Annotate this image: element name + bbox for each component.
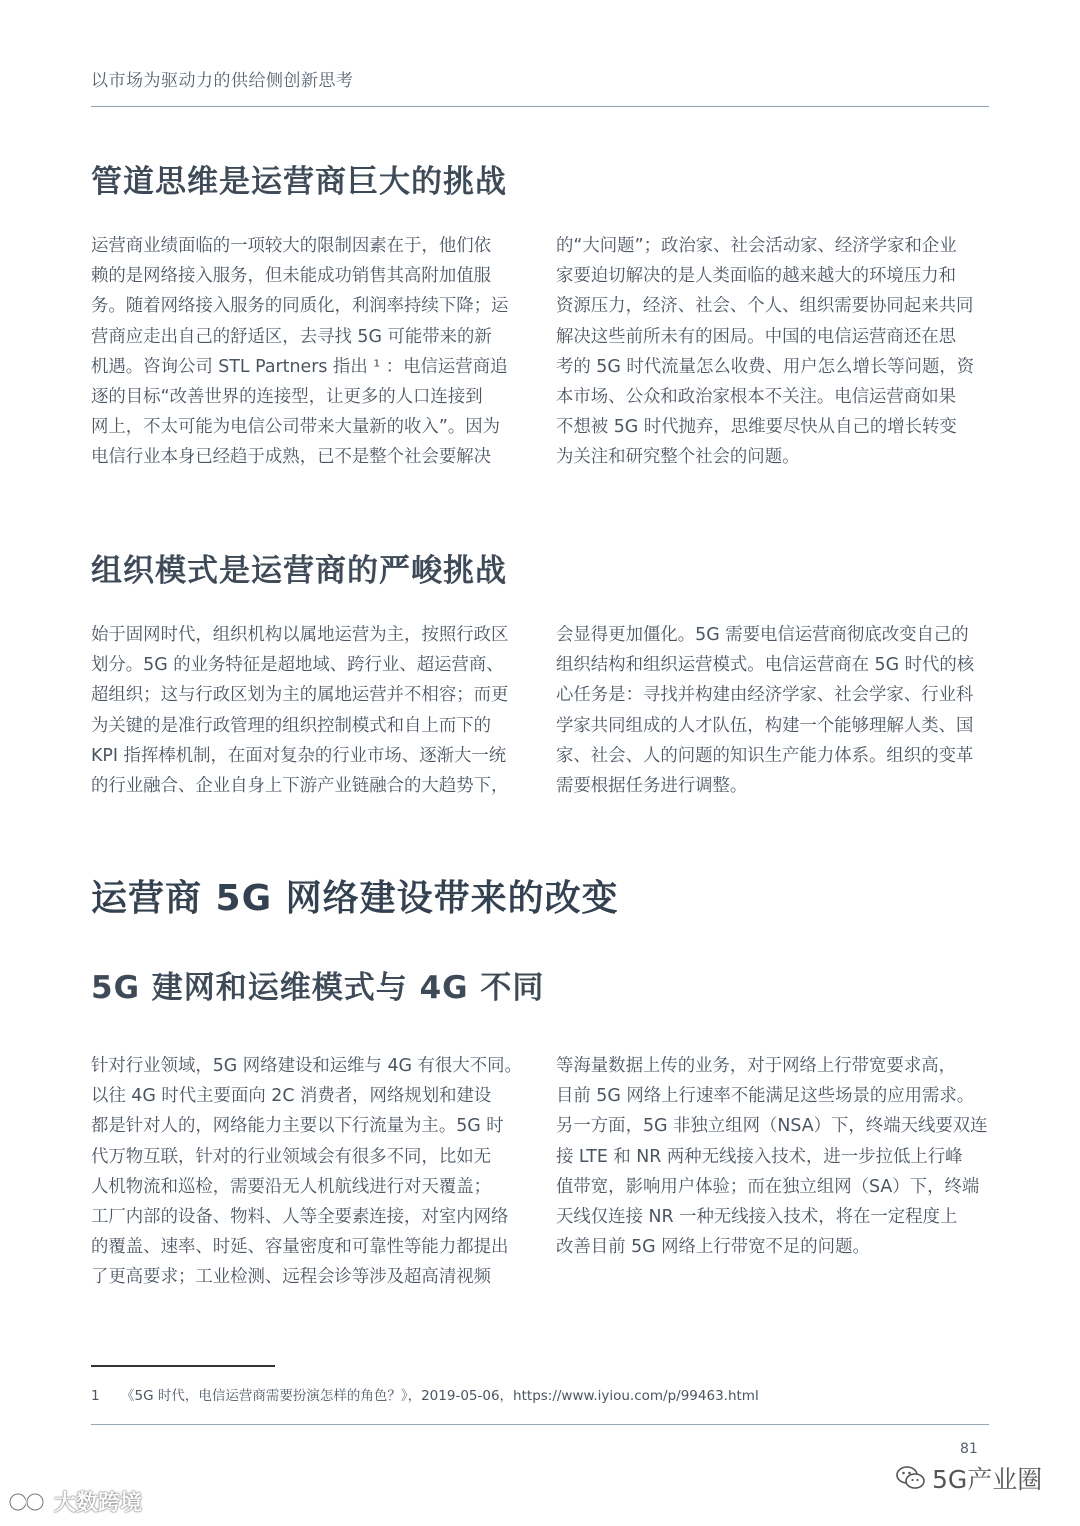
- brand-name: 5G产业圈: [932, 1465, 1043, 1494]
- paragraph-line: 家要迫切解决的是人类面临的越来越大的环境压力和: [556, 266, 956, 287]
- section3-heading: 5G 建网和运维模式与 4G 不同: [91, 970, 545, 1006]
- paragraph-line: 本市场、公众和政治家根本不关注。电信运营商如果: [556, 386, 956, 407]
- paragraph-line: 以往 4G 时代主要面向 2C 消费者，网络规划和建设: [91, 1086, 492, 1107]
- paragraph-line: 的覆盖、速率、时延、容量密度和可靠性等能力都提出: [91, 1237, 509, 1258]
- paragraph-line: 务。随着网络接入服务的同质化，利润率持续下降；运: [91, 296, 509, 317]
- bottom-rule: [91, 1424, 989, 1425]
- paragraph-line: 为关键的是准行政管理的组织控制模式和自上而下的: [91, 715, 491, 736]
- footnote-text: 《5G 时代，电信运营商需要扮演怎样的角色？》，2019-05-06，https://www.iyiou.com/p/99463.html: [121, 1388, 759, 1404]
- paragraph-line: 资源压力，经济、社会、个人、组织需要协同起来共同: [556, 296, 974, 317]
- header-rule: [91, 106, 989, 107]
- paragraph-line: 机遇。咨询公司 STL Partners 指出 ¹ ：电信运营商追: [91, 356, 508, 377]
- watermark: [8, 1486, 142, 1517]
- paragraph-line: 不想被 5G 时代抛弃，思维要尽快从自己的增长转变: [556, 417, 957, 438]
- paragraph-line: 的“大问题”；政治家、社会活动家、经济学家和企业: [556, 236, 957, 256]
- paragraph-line: 目前 5G 网络上行速率不能满足这些场景的应用需求。: [556, 1086, 975, 1107]
- paragraph-line: 针对行业领域，5G 网络建设和运维与 4G 有很大不同。: [91, 1056, 522, 1076]
- section3-right-column: [556, 1051, 994, 1262]
- section3-left-column: [91, 1051, 529, 1293]
- footnote: [91, 1384, 759, 1404]
- paragraph-line: 超组织；这与行政区划为主的属地运营并不相容；而更: [91, 685, 509, 706]
- logo-icon: [8, 1489, 50, 1515]
- paragraph-line: 值带宽，影响用户体验；而在独立组网（SA）下，终端: [556, 1176, 980, 1197]
- section1-left-column: [91, 231, 529, 473]
- paragraph-line: 了更高要求；工业检测、远程会诊等涉及超高清视频: [91, 1267, 491, 1288]
- section2-right-column: [556, 620, 994, 801]
- paragraph-line: 心任务是：寻找并构建由经济学家、社会学家、行业科: [556, 685, 974, 706]
- paragraph-line: 逐的目标“改善世界的连接型，让更多的人口连接到: [91, 386, 483, 407]
- paragraph-line: 家、社会、人的问题的知识生产能力体系。组织的变革: [556, 745, 974, 766]
- paragraph-line: 考的 5G 时代流量怎么收费、用户怎么增长等问题，资: [556, 356, 975, 377]
- paragraph-line: 电信行业本身已经趋于成熟，已不是整个社会要解决: [91, 447, 491, 468]
- paragraph-line: 接 LTE 和 NR 两种无线接入技术，进一步拉低上行峰: [556, 1146, 963, 1167]
- paragraph-line: 的行业融合、企业自身上下游产业链融合的大趋势下，: [91, 775, 509, 796]
- page-number: 81: [960, 1441, 978, 1457]
- paragraph-line: 代万物互联，针对的行业领域会有很多不同，比如无: [91, 1146, 491, 1167]
- paragraph-line: KPI 指挥棒机制，在面对复杂的行业市场、逐渐大一统: [91, 745, 507, 766]
- paragraph-line: 改善目前 5G 网络上行带宽不足的问题。: [556, 1237, 870, 1258]
- paragraph-line: 解决这些前所未有的困局。中国的电信运营商还在思: [556, 326, 956, 347]
- paragraph-line: 网上，不太可能为电信公司带来大量新的收入”。因为: [91, 417, 500, 438]
- section2-heading: 组织模式是运营商的严峻挑战: [91, 553, 507, 589]
- section1-heading: 管道思维是运营商巨大的挑战: [91, 164, 507, 200]
- brand: [896, 1460, 1042, 1496]
- paragraph-line: 运营商业绩面临的一项较大的限制因素在于，他们依: [91, 236, 491, 256]
- wechat-icon: [896, 1465, 926, 1491]
- paragraph-line: 赖的是网络接入服务，但未能成功销售其高附加值服: [91, 266, 491, 287]
- section2-left-column: [91, 620, 529, 801]
- paragraph-line: 组织结构和组织运营模式。电信运营商在 5G 时代的核: [556, 655, 975, 676]
- paragraph-line: 天线仅连接 NR 一种无线接入技术，将在一定程度上: [556, 1206, 958, 1227]
- paragraph-line: 人机物流和巡检，需要沿无人机航线进行对天覆盖；: [91, 1176, 491, 1197]
- header-title: 以市场为驱动力的供给侧创新思考: [91, 71, 354, 91]
- paragraph-line: 始于固网时代，组织机构以属地运营为主，按照行政区: [91, 625, 509, 645]
- footnote-rule: [91, 1365, 275, 1367]
- paragraph-line: 需要根据任务进行调整。: [556, 775, 748, 796]
- paragraph-line: 等海量数据上传的业务，对于网络上行带宽要求高，: [556, 1056, 956, 1076]
- paragraph-line: 学家共同组成的人才队伍，构建一个能够理解人类、国: [556, 715, 974, 736]
- paragraph-line: 工厂内部的设备、物料、人等全要素连接，对室内网络: [91, 1206, 509, 1227]
- section1-right-column: [556, 231, 994, 473]
- paragraph-line: 为关注和研究整个社会的问题。: [556, 447, 800, 468]
- paragraph-line: 会显得更加僵化。5G 需要电信运营商彻底改变自己的: [556, 625, 969, 645]
- paragraph-line: 划分。5G 的业务特征是超地域、跨行业、超运营商、: [91, 655, 504, 676]
- footnote-number: 1: [91, 1388, 100, 1404]
- paragraph-line: 都是针对人的，网络能力主要以下行流量为主。5G 时: [91, 1116, 504, 1137]
- watermark-text: 大数跨境: [54, 1491, 143, 1516]
- paragraph-line: 营商应走出自己的舒适区，去寻找 5G 可能带来的新: [91, 326, 492, 347]
- chapter-heading: 运营商 5G 网络建设带来的改变: [91, 878, 619, 919]
- paragraph-line: 另一方面，5G 非独立组网（NSA）下，终端天线要双连: [556, 1116, 988, 1137]
